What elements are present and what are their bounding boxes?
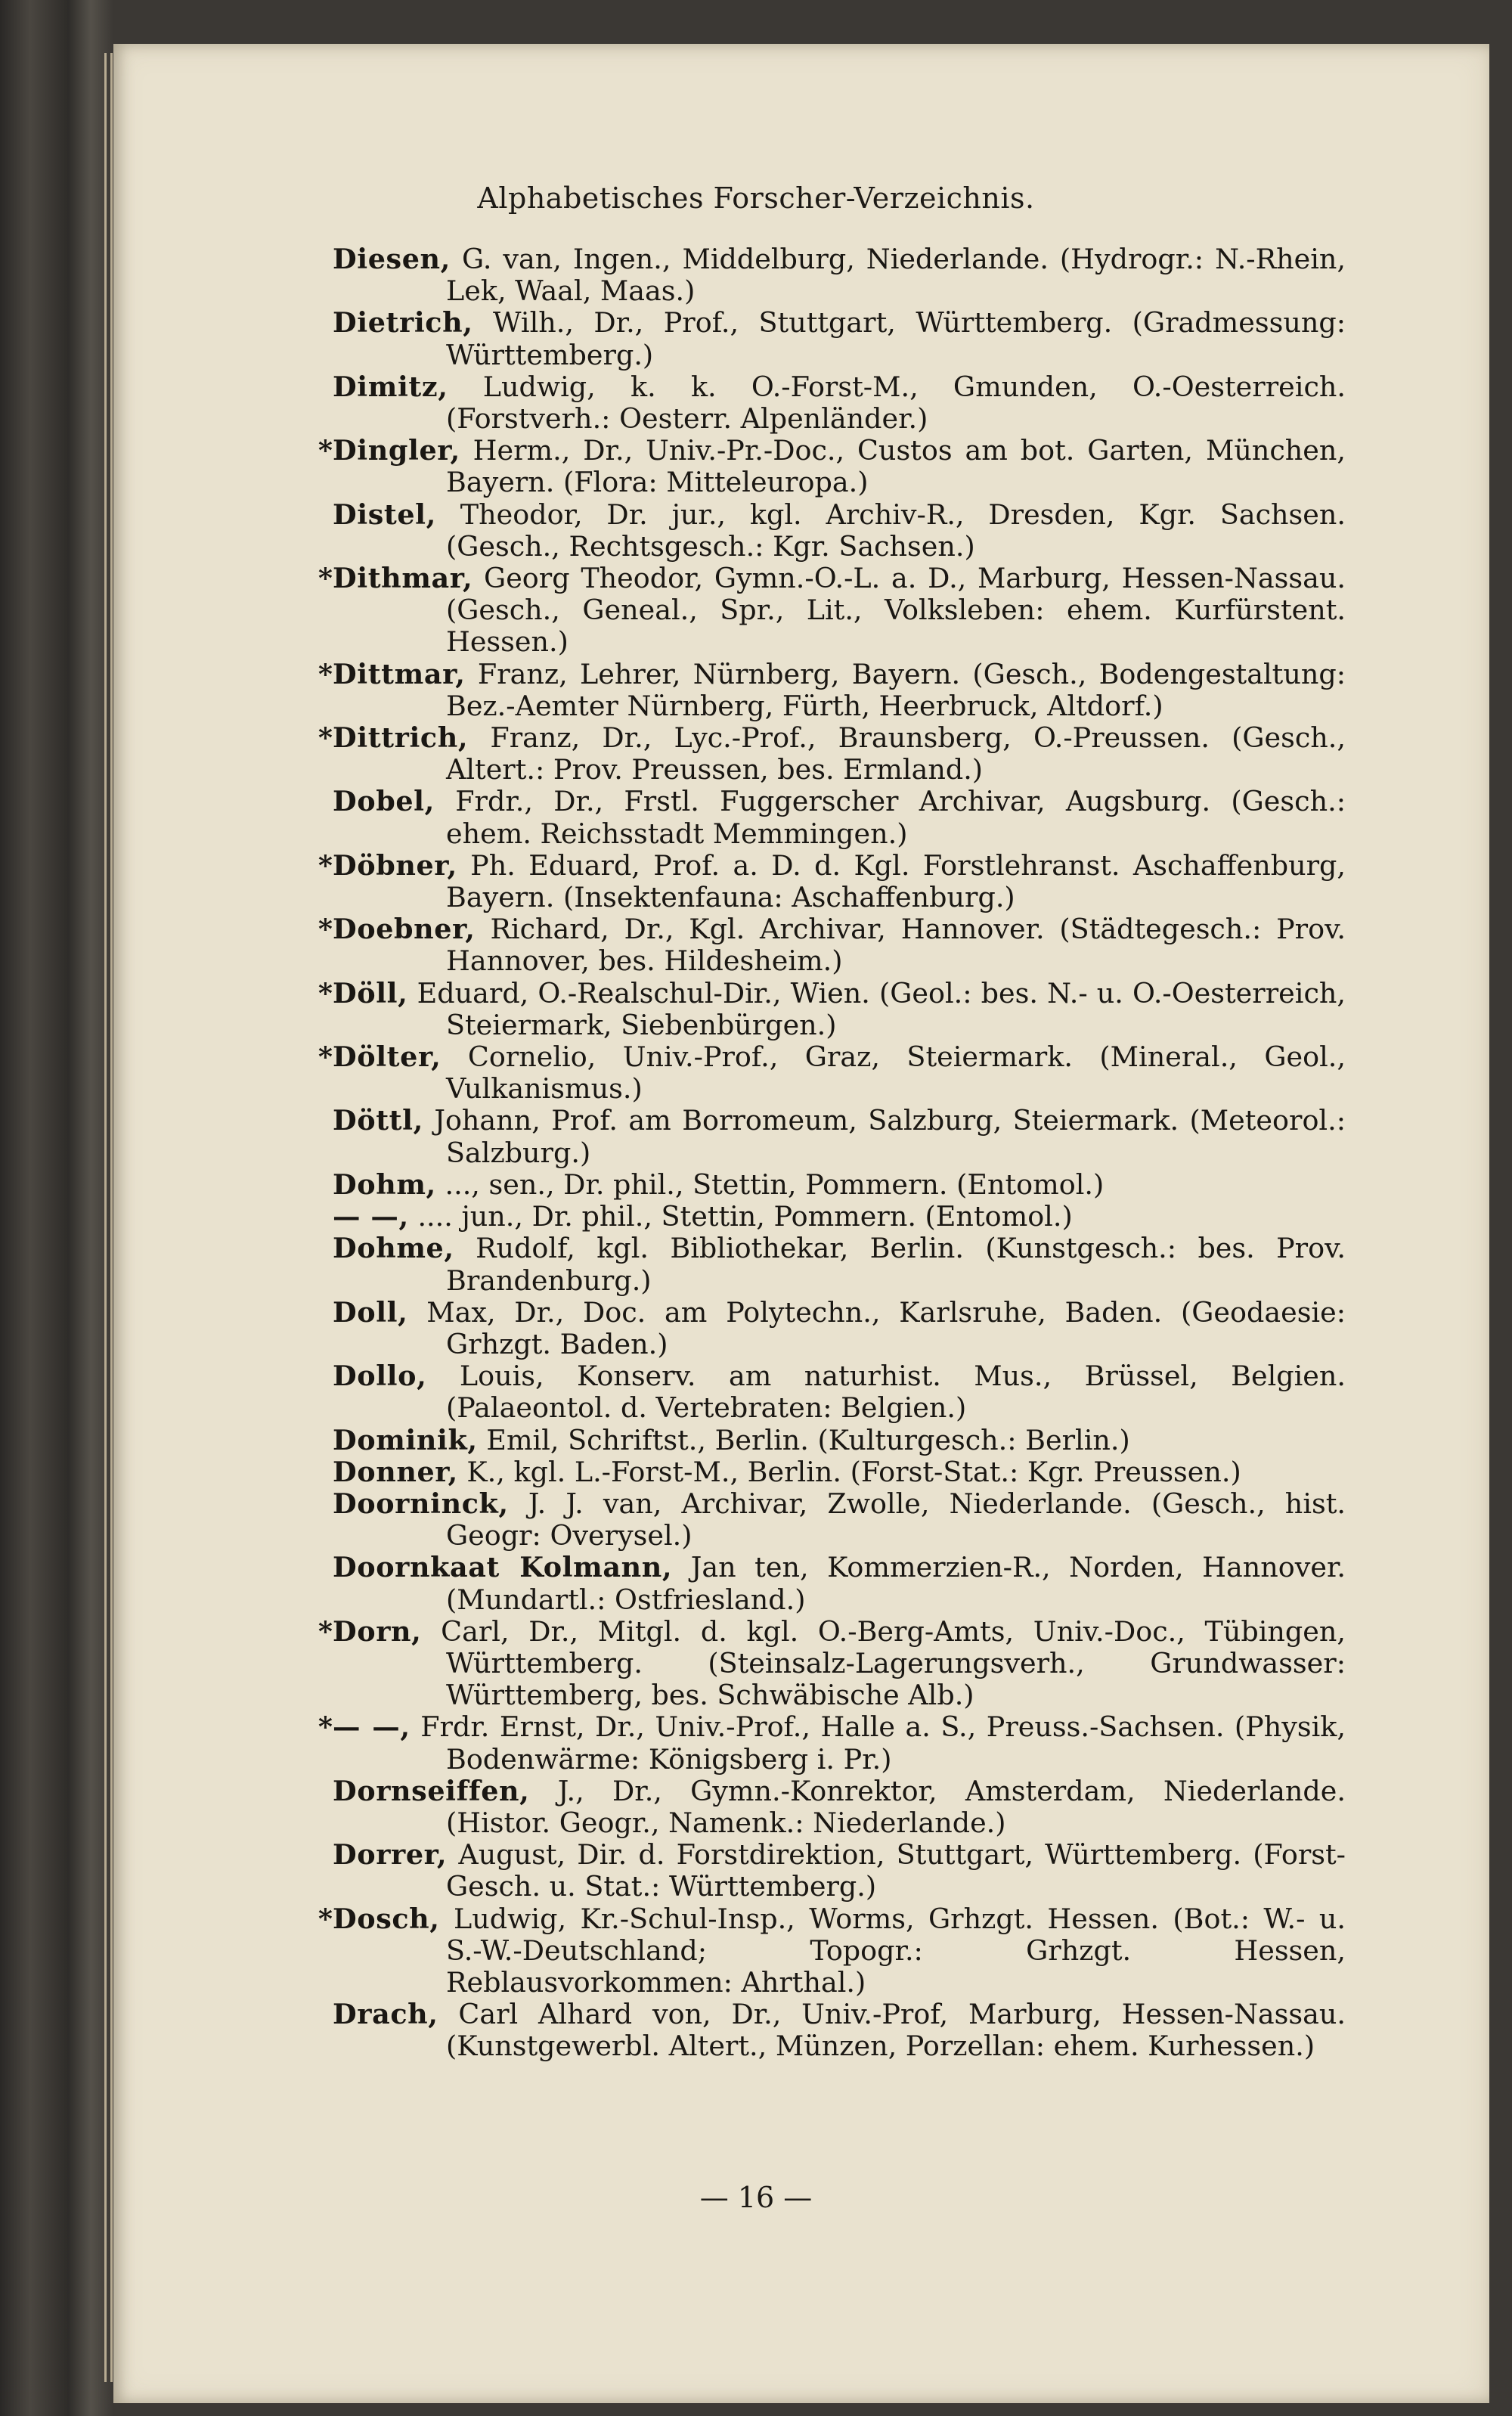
- entry-surname: Dimitz,: [333, 370, 448, 403]
- entry-text: Max, Dr., Doc. am Polytechn., Karlsruhe, Baden. (Geodaesie: Grhzgt. Baden.): [426, 1295, 1346, 1360]
- entry: [333, 243, 1346, 307]
- entry-text: Eduard, O.-Realschul-Dir., Wien. (Geol.: bes. N.- u. O.-Oesterreich, Steiermark, Siebenbürgen.): [417, 976, 1346, 1041]
- entry-text: Rudolf, kgl. Bibliothekar, Berlin. (Kunstgesch.: bes. Prov. Brandenburg.): [446, 1232, 1346, 1297]
- entry: [333, 307, 1346, 371]
- entry-surname: Dölter,: [333, 1041, 442, 1074]
- entry-marker: *: [318, 721, 333, 755]
- entry-surname: Dollo,: [333, 1360, 427, 1393]
- entry: [333, 1776, 1346, 1839]
- entry-text: Emil, Schriftst., Berlin. (Kulturgesch.: Berlin.): [486, 1423, 1130, 1456]
- entry: [333, 1552, 1346, 1615]
- entry: [318, 1041, 1346, 1106]
- entry-text: J. J. van, Archivar, Zwolle, Niederlande. (Gesch., hist. Geogr: Overysel.): [446, 1487, 1346, 1552]
- entry: [333, 1169, 1346, 1201]
- entry-text: Cornelio, Univ.-Prof., Graz, Steiermark. (Mineral., Geol., Vulkanismus.): [446, 1041, 1346, 1106]
- entry-text: Wilh., Dr., Prof., Stuttgart, Württemberg. (Gradmessung: Württemberg.): [446, 306, 1346, 371]
- entry-text: Carl Alhard von, Dr., Univ.-Prof, Marburg, Hessen-Nassau. (Kunstgewerbl. Altert., Münzen, Porzellan: ehem. Kurhessen.): [446, 1998, 1346, 2063]
- entry-marker: *: [318, 848, 333, 882]
- entry-surname: Doorninck,: [333, 1487, 509, 1520]
- entry-marker: *: [318, 976, 333, 1010]
- page-edge: [104, 53, 107, 2382]
- entry-marker: *: [318, 1902, 333, 1935]
- entry: [333, 1456, 1346, 1488]
- entry-surname: Dohm,: [333, 1168, 436, 1201]
- entry-text: Richard, Dr., Kgl. Archivar, Hannover. (Städtegesch.: Prov. Hannover, bes. Hildesheim.): [446, 913, 1346, 978]
- entry-surname: Dithmar,: [333, 562, 473, 595]
- entry-surname: Doornkaat Kolmann,: [333, 1551, 673, 1584]
- entry-marker: *: [318, 1710, 333, 1744]
- entry: [333, 1360, 1346, 1424]
- entry-surname: Diesen,: [333, 243, 451, 275]
- entry-text: J., Dr., Gymn.-Konrektor, Amsterdam, Niederlande. (Histor. Geogr., Namenk.: Niederlande.): [446, 1774, 1346, 1839]
- page-edge: [110, 53, 113, 2382]
- entry-text: Franz, Dr., Lyc.-Prof., Braunsberg, O.-Preussen. (Gesch., Altert.: Prov. Preussen, bes. Ermland.): [446, 721, 1346, 786]
- entry-surname: — —,: [333, 1200, 409, 1233]
- entry: [318, 562, 1346, 659]
- entry-list: [318, 243, 1346, 2063]
- entry-text: .... jun., Dr. phil., Stettin, Pommern. (Entomol.): [417, 1200, 1073, 1233]
- entry-surname: Dosch,: [333, 1902, 440, 1935]
- entry: [318, 1614, 1346, 1712]
- entry-text: Carl, Dr., Mitgl. d. kgl. O.-Berg-Amts, Univ.-Doc., Tübingen, Württemberg. (Steinsalz-Lagerungsverh., Grundwasser: Württemberg, bes. Schwäbische Alb.): [441, 1614, 1346, 1712]
- page-header: Alphabetisches Forscher-Verzeichnis.: [477, 181, 1035, 215]
- entry-text: Johann, Prof. am Borromeum, Salzburg, Steiermark. (Meteorol.: Salzburg.): [434, 1104, 1346, 1169]
- entry-surname: Dittrich,: [333, 721, 469, 755]
- entry-surname: — —,: [333, 1710, 411, 1744]
- entry-surname: Dorn,: [333, 1614, 422, 1648]
- entry-marker: *: [318, 434, 333, 467]
- entry: [333, 1233, 1346, 1296]
- entry: [333, 1839, 1346, 1903]
- entry-text: Ludwig, k. k. O.-Forst-M., Gmunden, O.-Oesterreich. (Forstverh.: Oesterr. Alpenländer.): [446, 370, 1346, 436]
- entry-text: Theodor, Dr. jur., kgl. Archiv-R., Dresden, Kgr. Sachsen. (Gesch., Rechtsgesch.: Kgr. Sachsen.): [446, 498, 1346, 563]
- entry: [333, 371, 1346, 435]
- entry-surname: Dorrer,: [333, 1838, 448, 1872]
- entry-surname: Distel,: [333, 498, 436, 531]
- entry-surname: Döll,: [333, 976, 408, 1010]
- entry-surname: Döttl,: [333, 1104, 423, 1137]
- entry-marker: *: [318, 913, 333, 946]
- entry-text: Georg Theodor, Gymn.-O.-L. a. D., Marburg, Hessen-Nassau. (Gesch., Geneal., Spr., Lit., Volksleben: ehem. Kurfürstent. Hessen.): [446, 562, 1346, 659]
- entry: [318, 976, 1346, 1041]
- entry-text: Frdr. Ernst, Dr., Univ.-Prof., Halle a. S., Preuss.-Sachsen. (Physik, Bodenwärme: Königsberg i. Pr.): [420, 1710, 1346, 1776]
- entry: [318, 721, 1346, 786]
- entry-marker: *: [318, 657, 333, 690]
- entry: [333, 1105, 1346, 1168]
- entry-surname: Dittmar,: [333, 657, 466, 690]
- entry: [318, 434, 1346, 499]
- entry: [333, 1201, 1346, 1233]
- entry-surname: Döbner,: [333, 848, 457, 882]
- entry-marker: *: [318, 1614, 333, 1648]
- entry: [333, 1999, 1346, 2062]
- entry-text: Franz, Lehrer, Nürnberg, Bayern. (Gesch., Bodengestaltung: Bez.-Aemter Nürnberg, Fürth, Heerbruck, Altdorf.): [446, 657, 1346, 722]
- entry-surname: Dobel,: [333, 785, 435, 818]
- entry: [318, 913, 1346, 978]
- entry-surname: Doebner,: [333, 913, 476, 946]
- entry: [318, 1710, 1346, 1776]
- entry-marker: *: [318, 1041, 333, 1074]
- entry-surname: Donner,: [333, 1455, 458, 1488]
- entry: [333, 786, 1346, 849]
- entry-text: ..., sen., Dr. phil., Stettin, Pommern. (Entomol.): [445, 1168, 1105, 1201]
- entry: [333, 499, 1346, 563]
- entry-text: Louis, Konserv. am naturhist. Mus., Brüssel, Belgien. (Palaeontol. d. Vertebraten: Belgien.): [446, 1360, 1346, 1425]
- entry-text: August, Dir. d. Forstdirektion, Stuttgart, Württemberg. (Forst-Gesch. u. Stat.: Württemberg.): [446, 1838, 1346, 1903]
- entry-surname: Dohme,: [333, 1232, 454, 1265]
- entry-surname: Dominik,: [333, 1423, 478, 1456]
- entry-text: Ludwig, Kr.-Schul-Insp., Worms, Grhzgt. Hessen. (Bot.: W.- u. S.-W.-Deutschland; Topogr.: Grhzgt. Hessen, Reblausvorkommen: Ahrthal.): [446, 1902, 1346, 1999]
- entry-surname: Dingler,: [333, 434, 460, 467]
- entry-surname: Dornseiffen,: [333, 1774, 530, 1807]
- entry-text: Herm., Dr., Univ.-Pr.-Doc., Custos am bot. Garten, München, Bayern. (Flora: Mitteleuropa.): [446, 434, 1346, 499]
- entry-surname: Drach,: [333, 1998, 438, 2031]
- entry-text: Ph. Eduard, Prof. a. D. d. Kgl. Forstlehranst. Aschaffenburg, Bayern. (Insektenfauna: Aschaffenburg.): [446, 848, 1346, 914]
- entry-marker: *: [318, 562, 333, 595]
- page-number: — 16 —: [699, 2181, 813, 2214]
- entry-surname: Dietrich,: [333, 306, 473, 340]
- entry: [333, 1297, 1346, 1360]
- entry-text: Jan ten, Kommerzien-R., Norden, Hannover. (Mundartl.: Ostfriesland.): [446, 1551, 1346, 1616]
- entry: [318, 848, 1346, 914]
- entry: [318, 657, 1346, 722]
- entry-text: Frdr., Dr., Frstl. Fuggerscher Archivar, Augsburg. (Gesch.: ehem. Reichsstadt Memmingen.): [446, 785, 1346, 850]
- entry-text: K., kgl. L.-Forst-M., Berlin. (Forst-Stat.: Kgr. Preussen.): [466, 1455, 1241, 1488]
- entry-text: G. van, Ingen., Middelburg, Niederlande. (Hydrogr.: N.-Rhein, Lek, Waal, Maas.): [446, 243, 1346, 308]
- entry: [318, 1902, 1346, 1999]
- entry: [333, 1425, 1346, 1456]
- entry-surname: Doll,: [333, 1295, 408, 1329]
- entry: [333, 1488, 1346, 1552]
